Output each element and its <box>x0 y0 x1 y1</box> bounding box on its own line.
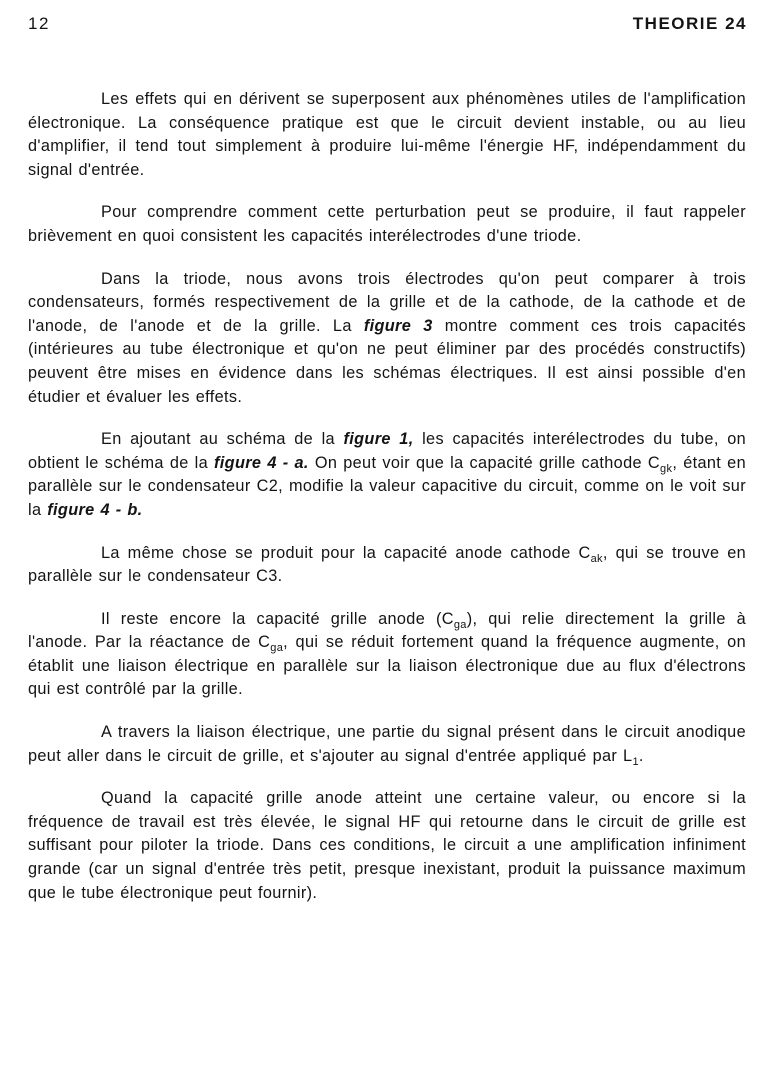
paragraph-6 <box>28 608 746 702</box>
subscript: ak <box>590 552 603 565</box>
paragraph-text: Il reste encore la capacité grille anode (C <box>101 609 454 628</box>
subscript: ga <box>453 618 467 631</box>
paragraph-1 <box>28 88 746 182</box>
paragraph-text: Pour comprendre comment cette perturbation peut se produire, il faut rappeler brièvement en quoi consistent les capacités interélectrodes d'une triode. <box>28 203 746 245</box>
paragraph-text: montre comment ces trois capacités (intérieures au tube électronique et qu'on ne peut éliminer par des procédés constructifs) peuvent être mises en évidence dans les schémas électriques. Il est ainsi possible d'en étudier et évaluer les effets. <box>28 316 746 406</box>
paragraph-5 <box>28 542 746 589</box>
figure-reference: figure 4 - a. <box>214 453 309 472</box>
paragraph-text: les capacités interélectrodes du tube, on obtient le schéma de la <box>28 430 746 472</box>
paragraph-text: , qui se réduit fortement quand la fréquence augmente, on établit une liaison électrique en parallèle sur la liaison électronique due au flux d'électrons qui est contrôlé par la grille. <box>28 633 746 699</box>
subscript: gk <box>660 462 673 475</box>
paragraph-text: En ajoutant au schéma de la <box>101 430 344 449</box>
figure-reference: figure 1, <box>343 430 414 449</box>
paragraph-text: A travers la liaison électrique, une partie du signal présent dans le circuit anodique peut aller dans le circuit de grille, et s'ajouter au signal d'entrée appliqué par L <box>28 723 746 765</box>
paragraph-text: Dans la triode, nous avons trois électrodes qu'on peut comparer à trois condensateurs, formés respectivement de la grille et de la cathode, de la cathode et de l'anode, de l'anode et de la grille. La <box>28 269 746 335</box>
paragraph-text: ), qui relie directement la grille à l'anode. Par la réactance de C <box>28 609 747 652</box>
paragraph-text: On peut voir que la capacité grille cathode C <box>308 453 660 472</box>
running-title: THEORIE 24 <box>632 14 747 33</box>
paragraph-text: La même chose se produit pour la capacité anode cathode C <box>101 543 591 562</box>
paragraph-text: . <box>638 746 644 765</box>
paragraph-text: , qui se trouve en parallèle sur le condensateur C3. <box>28 543 747 586</box>
paragraph-7 <box>28 721 746 768</box>
body-text <box>28 88 746 924</box>
paragraph-text: , étant en parallèle sur le condensateur C2, modifie la valeur capacitive du circuit, comme on le voit sur la <box>28 453 746 519</box>
page-number: 12 <box>28 14 50 33</box>
subscript: ga <box>270 642 284 655</box>
subscript: 1 <box>632 755 639 768</box>
figure-reference: figure 3 <box>363 316 433 335</box>
page-header <box>28 14 747 38</box>
paragraph-8 <box>28 787 746 905</box>
paragraph-2 <box>28 201 746 248</box>
paragraph-text: Les effets qui en dérivent se superposent aux phénomènes utiles de l'amplification électronique. La conséquence pratique est que le circuit devient instable, ou au lieu d'amplifier, il tend tout simplement à produire lui-même l'énergie HF, indépendamment du signal d'entrée. <box>28 90 746 179</box>
paragraph-text: Quand la capacité grille anode atteint une certaine valeur, ou encore si la fréquence de travail est très élevée, le signal HF qui retourne dans le circuit de grille est suffisant pour piloter la triode. Dans ces conditions, le circuit a une amplification infiniment grande (car un signal d'entrée très petit, presque inexistant, produit la puissance maximum que le tube électronique peut fournir). <box>28 789 746 902</box>
paragraph-4 <box>28 428 746 522</box>
paragraph-3 <box>28 268 746 410</box>
figure-reference: figure 4 - b. <box>47 500 143 519</box>
